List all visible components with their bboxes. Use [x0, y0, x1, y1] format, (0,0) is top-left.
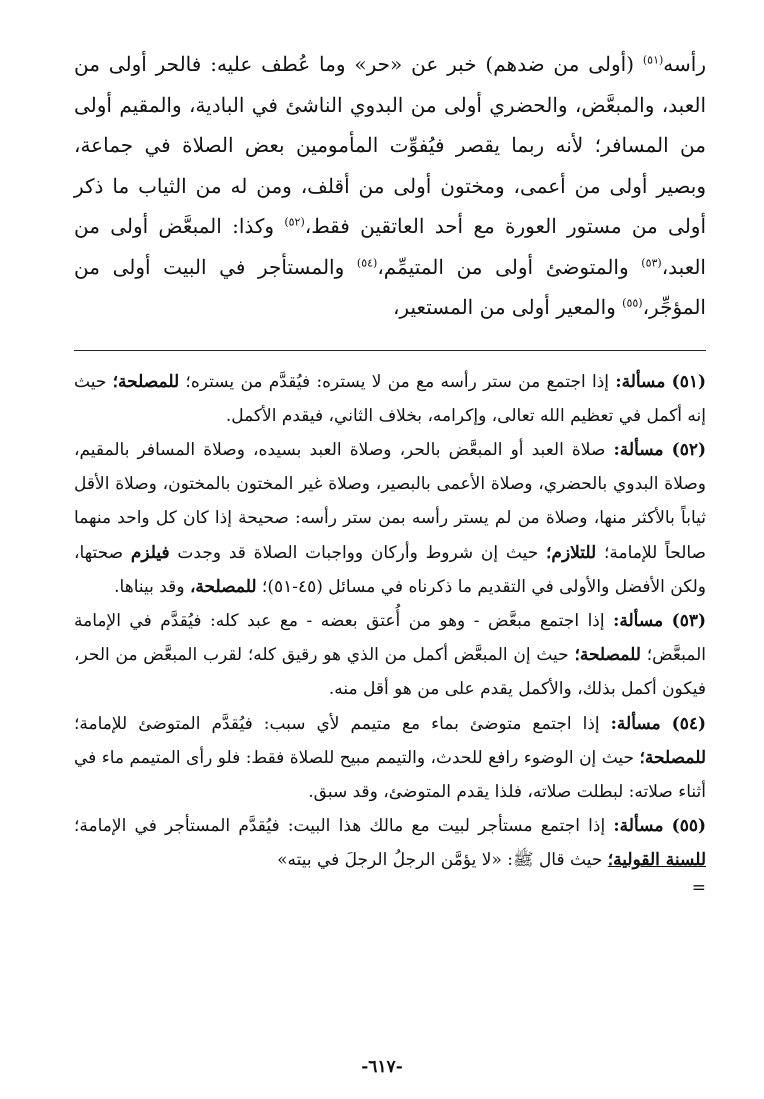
main-text-segment: والمستأجر في البيت أولى من المؤجِّر، — [74, 254, 706, 319]
footnote-text: حيث إنه أكمل في تعظيم الله تعالى، وإكرامه، بخلاف الثاني، فيقدم الأكمل. — [74, 371, 706, 426]
footnote-number: (٥١) — [671, 371, 706, 392]
footnote-text: صحتها، ولكن الأفضل والأولى في التقديم ما ذكرناه في مسائل (٤٥-٥١)؛ — [74, 542, 706, 597]
footnote-ref-52[interactable]: (٥٢) — [284, 215, 305, 229]
footnote-number: (٥٣) — [671, 610, 707, 631]
footnote-text: إذا اجتمع متوضئ بماء مع متيمم لأي سبب: فيُقدَّم المتوضئ للإمامة؛ — [74, 713, 611, 734]
footnote-number: (٥٢) — [671, 439, 706, 460]
footnote-bold-term: للمصلحة؛ — [574, 645, 641, 666]
footnote-heading: مسألة: — [615, 371, 666, 392]
footnote-text: إذا اجتمع من ستر رأسه مع من لا يستره: فيُقدَّم من يستره؛ — [179, 371, 616, 392]
footnote-divider — [74, 350, 706, 351]
footnote-51 — [74, 365, 706, 433]
footnote-underlined-term: للسنة القولية؛ — [607, 850, 706, 871]
main-text-segment: والمعير أولى من المستعير، — [392, 295, 623, 319]
footnote-text: وقد بيناها. — [114, 576, 190, 597]
footnote-text: إذا اجتمع مستأجر لبيت مع مالك هذا البيت: فيُقدَّم المستأجر في الإمامة؛ — [74, 816, 614, 837]
footnote-54 — [74, 707, 706, 810]
footnote-text: حيث قال ﷺ: «لا يؤمَّن الرجلُ الرجلَ في بيته» — [277, 850, 608, 871]
footnote-ref-53[interactable]: (٥٣) — [641, 255, 662, 269]
footnote-ref-55[interactable]: (٥٥) — [622, 296, 643, 310]
main-text-segment: (أولى من ضدهم) خبر عن «حر» وما عُطف عليه: فالحر أولى من العبد، والمبعَّض، والحضري أولى من البدوي الناشئ في البادية، والمقيم أولى من المسافر؛ لأنه ربما يقصر فيُفوِّت المأمومين بعض الصلاة في جماعة، وبصير أولى من أعمى، ومختون أولى من أقلف، ومن له من الثياب ما ذكر أولى من مستور العورة مع أحد العاتقين فقط، — [74, 52, 707, 238]
footnote-52 — [74, 433, 706, 604]
main-text-segment: وكذا: المبعَّض أولى من العبد، — [74, 214, 706, 279]
main-text-segment: رأسه — [663, 52, 706, 76]
page — [74, 44, 706, 1054]
footnote-text: صلاة العبد أو المبعَّض بالحر، وصلاة العبد بسيده، وصلاة المسافر بالمقيم، وصلاة البدوي بالحضري، وصلاة الأعمى بالبصير، وصلاة غير المختون بالمختون، وصلاة الأقل ثياباً بالأكثر منها، وصلاة من لم يستر رأسه بمن ستر رأسه: صحيحة إذا كان كل واحد منهما صالحاً للإمامة؛ — [74, 439, 706, 563]
footnote-ref-51[interactable]: (٥١) — [642, 53, 664, 67]
footnote-heading: مسألة: — [610, 713, 661, 734]
footnote-heading: مسألة: — [613, 439, 664, 460]
footnote-53 — [74, 604, 706, 707]
footnote-55 — [74, 809, 706, 877]
footnote-heading: مسألة: — [613, 610, 664, 631]
footnotes — [74, 365, 706, 898]
main-text — [74, 44, 706, 328]
footnote-bold-term: فيلزم — [130, 542, 170, 563]
main-text-segment: والمتوضئ أولى من المتيمِّم، — [377, 254, 642, 279]
footnote-bold-term: للتلازم؛ — [546, 542, 597, 563]
footnote-bold-term: للمصلحة؛ — [112, 371, 180, 392]
footnote-text: حيث إن شروط وأركان وواجبات الصلاة قد وجدت — [169, 542, 547, 563]
footnote-bold-term: للمصلحة، — [189, 576, 257, 597]
footnote-heading: مسألة: — [613, 816, 664, 837]
footnote-number: (٥٤) — [671, 713, 707, 734]
footnote-text: حيث إن الوضوء رافع للحدث، والتيمم مبيح للصلاة فقط: فلو رأى المتيمم ماء في أثناء صلاته: لبطلت صلاته، فلذا يقدم المتوضئ، وقد سبق. — [74, 747, 706, 802]
footnote-text: حيث إن المبعَّض أكمل من الذي هو رقيق كله؛ لقرب المبعَّض من الحر، فيكون أكمل بذلك، والأكمل يقدم على من هو أقل منه. — [74, 645, 706, 700]
footnote-bold-term: للمصلحة؛ — [639, 747, 706, 768]
footnote-text: إذا اجتمع مبعَّض - وهو من أُعتق بعضه - مع عبد كله: فيُقدَّم في الإمامة المبعَّض؛ — [74, 610, 706, 666]
page-number: -٦١٧- — [361, 1057, 403, 1077]
footnote-continuation-mark: = — [691, 877, 706, 898]
footnote-ref-54[interactable]: (٥٤) — [356, 255, 378, 269]
footnote-number: (٥٥) — [671, 816, 706, 837]
